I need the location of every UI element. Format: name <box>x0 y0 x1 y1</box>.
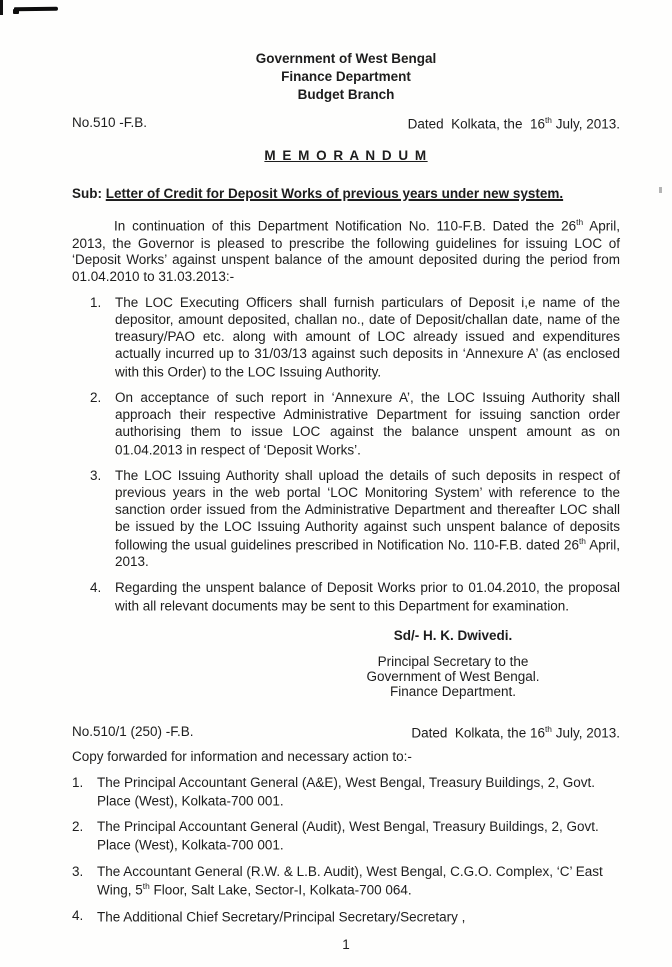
item-number: 3. <box>90 468 102 483</box>
signatory-title-line1: Principal Secretary to the <box>377 653 529 669</box>
item-text: The Principal Accountant General (A&E), West Bengal, Treasury Buildings, 2, Govt. Place (West), Kolkata-700 001. <box>97 775 595 809</box>
item-number: 1. <box>90 295 102 311</box>
forwarding-item <box>72 775 620 810</box>
scan-artifact-pen-mark <box>14 7 58 11</box>
memo-ref-row <box>72 115 620 133</box>
item-number: 4. <box>90 579 102 595</box>
date-ordinal-superscript: th <box>578 535 586 546</box>
forwarding-date: Dated Kolkata, the 16th July, 2013. <box>411 723 620 741</box>
scan-artifact-pen-blob <box>13 9 19 14</box>
date-ordinal-superscript: th <box>576 217 584 228</box>
forwarding-number: No.510/1 (250) -F.B. <box>72 723 194 739</box>
department-name: Finance Department <box>281 69 411 84</box>
memo-date: Dated Kolkata, the 16th July, 2013. <box>407 115 620 132</box>
item-number: 3. <box>72 863 84 879</box>
forwarding-item <box>72 908 620 926</box>
memorandum-heading: M E M O R A N D U M <box>264 148 428 164</box>
branch-name: Budget Branch <box>297 87 395 102</box>
signatory-title-line2: Government of West Bengal. <box>366 668 540 684</box>
date-ordinal-superscript: th <box>544 115 552 125</box>
forwarding-item <box>72 864 620 899</box>
page-number: 1 <box>342 937 350 953</box>
item-text: The Principal Accountant General (Audit), West Bengal, Treasury Buildings, 2, Govt. Place (West), Kolkata-700 001. <box>97 819 599 853</box>
signature-block <box>328 628 578 699</box>
scan-artifact-edge-line <box>0 0 3 15</box>
item-number: 2. <box>90 390 102 405</box>
guideline-item <box>90 580 620 615</box>
signatory-name: Sd/- H. K. Dwivedi. <box>393 628 513 643</box>
guidelines-list <box>72 295 620 615</box>
org-name: Government of West Bengal <box>255 51 437 66</box>
intro-paragraph: In continuation of this Department Notification No. 110-F.B. Dated the 26th April, 2013, the Governor is pleased to prescribe the following guidelines for issuing LOC of ‘Deposit Works’ against unspent balance of the amount deposited during the period from 01.04.2010 to 31.03.2013:- <box>72 217 620 285</box>
date-ordinal-superscript: th <box>544 723 552 734</box>
item-text: The Accountant General (R.W. & L.B. Audit), West Bengal, C.G.O. Complex, ‘C’ East Wing, 5th Floor, Salt Lake, Sector-I, Kolkata-700 064. <box>97 863 603 897</box>
memo-number: No.510 -F.B. <box>72 115 148 130</box>
copy-forwarded-line: Copy forwarded for information and necessary action to:- <box>72 749 412 765</box>
date-ordinal-superscript: th <box>142 880 150 891</box>
guideline-item <box>90 390 620 459</box>
item-text: Regarding the unspent balance of Deposit Works prior to 01.04.2010, the proposal with all relevant documents may be sent to this Department for examination. <box>115 579 620 614</box>
subject-label: Sub: <box>72 186 106 202</box>
item-number: 2. <box>72 819 84 835</box>
signatory-title-line3: Finance Department. <box>389 683 517 699</box>
item-text: On acceptance of such report in ‘Annexure A’, the LOC Issuing Authority shall approach their respective Administrative Department for issuing sanction order authorising them to issue LOC against the balance unspent amount as on 01.04.2013 in respect of ‘Deposit Works’. <box>115 390 620 458</box>
guideline-item <box>90 295 620 381</box>
item-text: The LOC Executing Officers shall furnish particulars of Deposit i,e name of the depositor, amount deposited, challan no., date of Deposit/challan date, name of the treasury/PAO etc. along with amount of LOC already issued and expenditures actually incurred up to 31/03/13 against such deposits in ‘Annexure A’ (as enclosed with this Order) to the LOC Issuing Authority. <box>115 295 620 380</box>
forwarding-list <box>72 775 620 926</box>
guideline-item <box>90 468 620 571</box>
item-text: The Additional Chief Secretary/Principal Secretary/Secretary , <box>97 909 466 925</box>
item-text: The LOC Issuing Authority shall upload the details of such deposits in respect of previous years in the web portal ‘LOC Monitoring System’ with reference to the sanction order issued from the Administrative Department and thereafter LOC shall be issued by the LOC Issuing Authority against such unspent balance of deposits following the usual guidelines prescribed in Notification No. 110-F.B. dated 26th April, 2013. <box>115 468 621 569</box>
scan-artifact-right-speck <box>659 187 662 193</box>
letterhead <box>72 50 620 104</box>
item-number: 4. <box>72 907 84 923</box>
forwarding-item <box>72 819 620 854</box>
subject-text: Letter of Credit for Deposit Works of previous years under new system. <box>105 186 564 202</box>
subject-line <box>72 186 620 203</box>
forwarding-ref-row <box>72 724 620 742</box>
item-number: 1. <box>72 775 84 791</box>
